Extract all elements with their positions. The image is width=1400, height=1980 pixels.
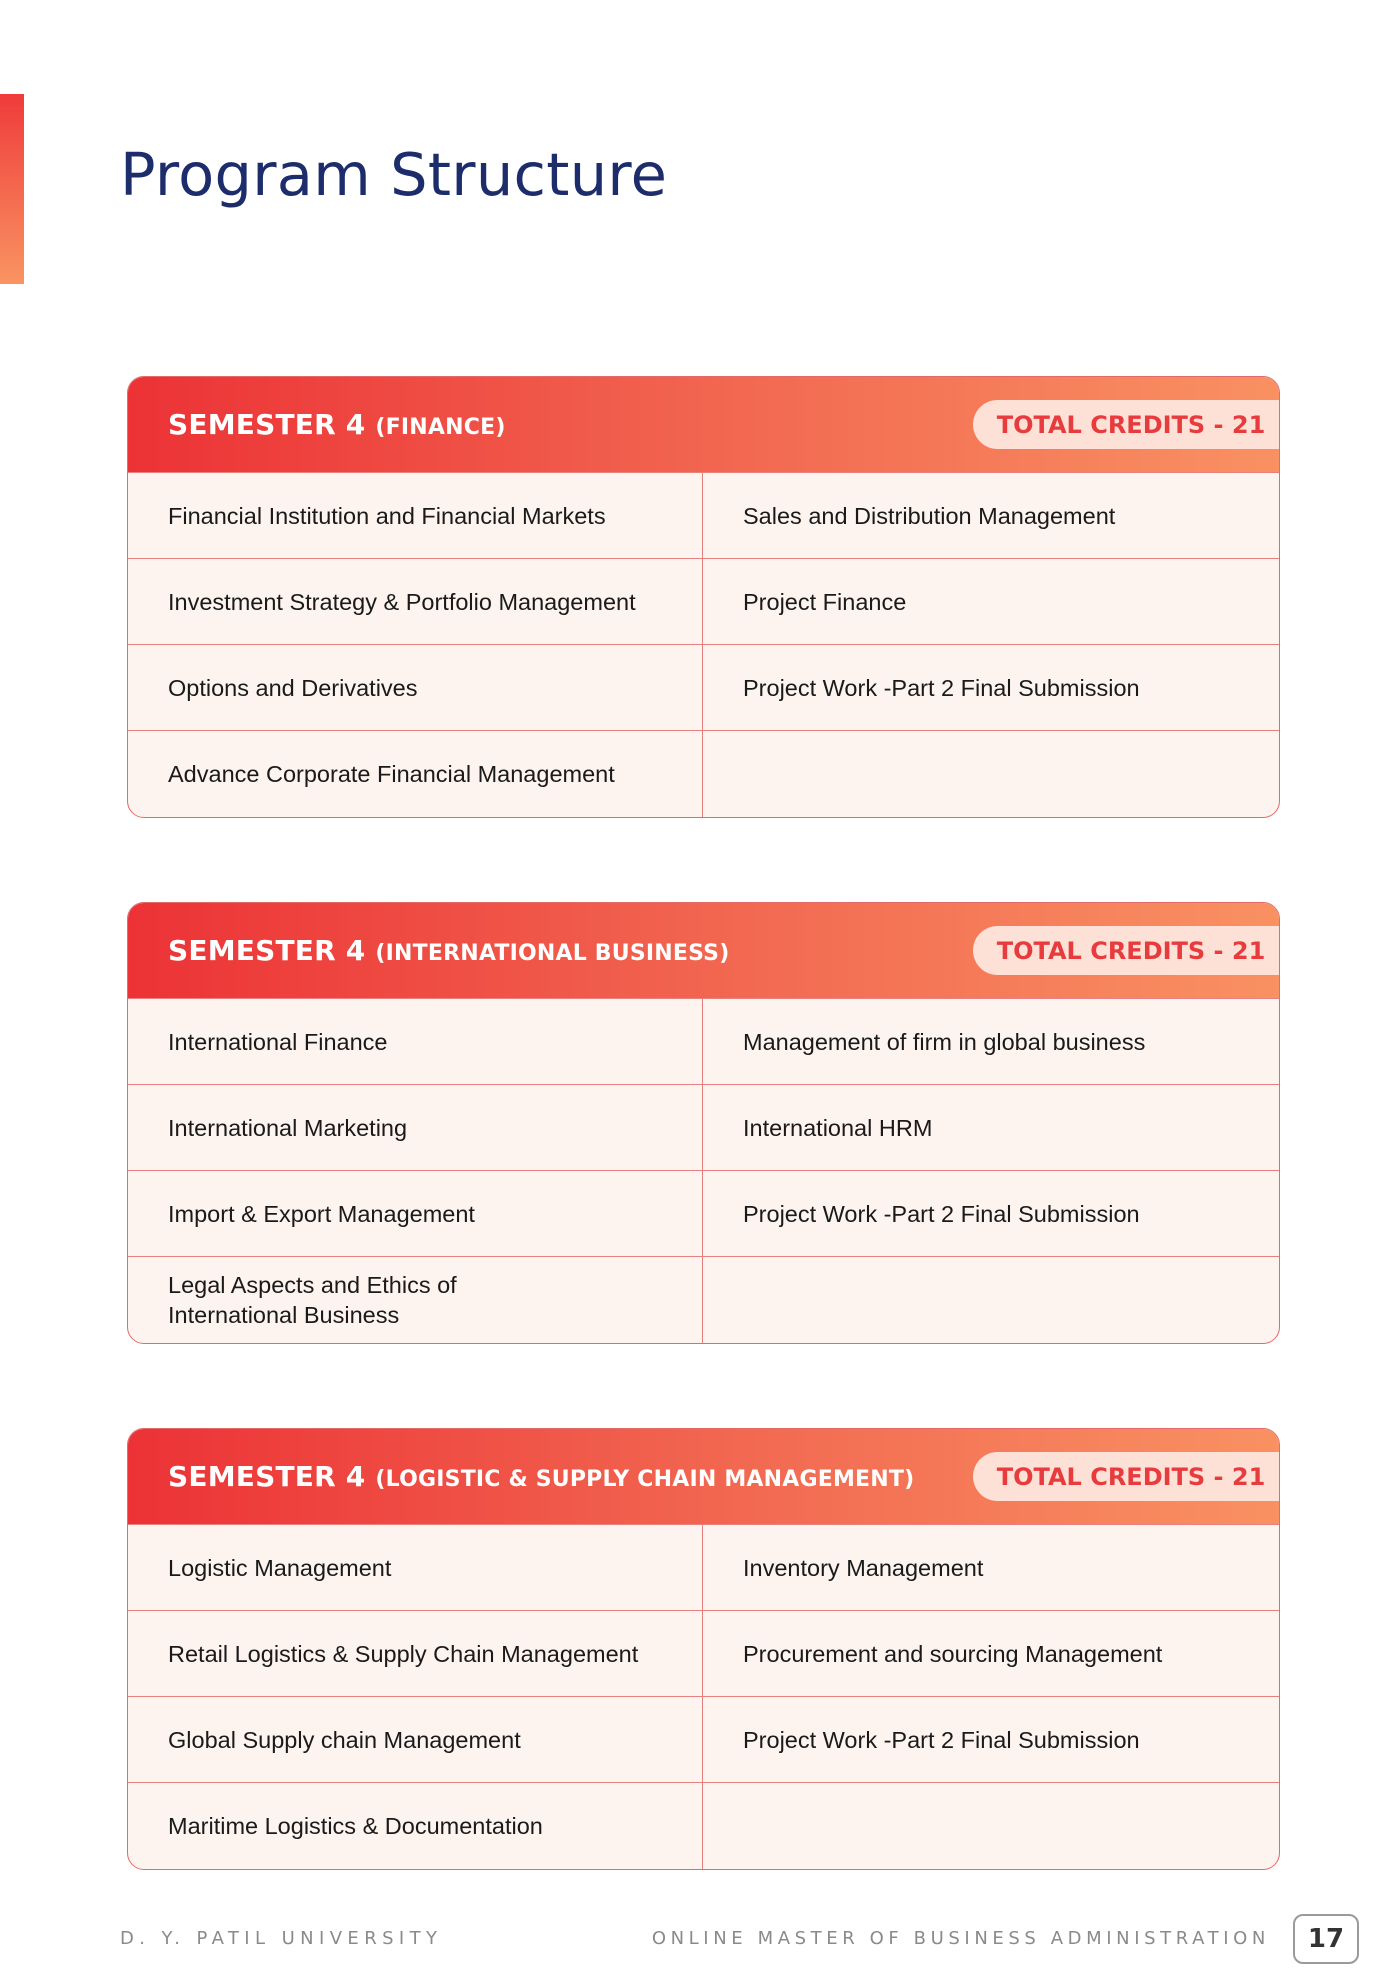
course-cell [703, 730, 1279, 817]
course-cell: Project Work -Part 2 Final Submission [703, 644, 1279, 730]
semester-title [168, 408, 506, 441]
course-cell: Procurement and sourcing Management [703, 1610, 1279, 1696]
course-cell: Options and Derivatives [128, 644, 703, 730]
semester-title [168, 934, 729, 967]
course-cell: Global Supply chain Management [128, 1696, 703, 1782]
semester-finance-table [127, 376, 1280, 818]
footer-program-name: ONLINE MASTER OF BUSINESS ADMINISTRATION [651, 1928, 1270, 1949]
course-cell: International HRM [703, 1084, 1279, 1170]
semester-header [128, 1429, 1279, 1524]
course-cell: Financial Institution and Financial Markets [128, 472, 703, 558]
course-cell: Legal Aspects and Ethics of International Business [128, 1256, 703, 1343]
semester-header [128, 377, 1279, 472]
course-cell: Project Finance [703, 558, 1279, 644]
total-credits-badge: TOTAL CREDITS - 21 [973, 926, 1280, 975]
page-number: 17 [1293, 1914, 1359, 1964]
semester-label: SEMESTER 4 [168, 1460, 366, 1493]
course-cell: Management of firm in global business [703, 998, 1279, 1084]
semester-title [168, 1460, 914, 1493]
course-grid [128, 998, 1279, 1343]
course-cell: Maritime Logistics & Documentation [128, 1782, 703, 1869]
course-cell: Import & Export Management [128, 1170, 703, 1256]
footer-university-name: D. Y. PATIL UNIVERSITY [120, 1928, 443, 1949]
total-credits-badge: TOTAL CREDITS - 21 [973, 1452, 1280, 1501]
course-cell: Logistic Management [128, 1524, 703, 1610]
semester-logistics-table [127, 1428, 1280, 1870]
course-cell: Project Work -Part 2 Final Submission [703, 1170, 1279, 1256]
course-grid [128, 472, 1279, 817]
semester-specialization: (LOGISTIC & SUPPLY CHAIN MANAGEMENT) [375, 1467, 915, 1492]
page-title: Program Structure [120, 140, 668, 209]
accent-bar [0, 94, 24, 284]
course-cell: Retail Logistics & Supply Chain Management [128, 1610, 703, 1696]
semester-international-business-table [127, 902, 1280, 1344]
course-cell: Project Work -Part 2 Final Submission [703, 1696, 1279, 1782]
course-cell [703, 1782, 1279, 1869]
semester-label: SEMESTER 4 [168, 934, 366, 967]
semester-specialization: (INTERNATIONAL BUSINESS) [375, 941, 730, 966]
course-cell [703, 1256, 1279, 1343]
course-cell: Advance Corporate Financial Management [128, 730, 703, 817]
course-cell: Investment Strategy & Portfolio Management [128, 558, 703, 644]
course-grid [128, 1524, 1279, 1869]
semester-specialization: (FINANCE) [375, 415, 506, 440]
course-cell: Sales and Distribution Management [703, 472, 1279, 558]
course-cell: International Finance [128, 998, 703, 1084]
total-credits-badge: TOTAL CREDITS - 21 [973, 400, 1280, 449]
semester-header [128, 903, 1279, 998]
course-cell: Inventory Management [703, 1524, 1279, 1610]
semester-label: SEMESTER 4 [168, 408, 366, 441]
course-cell: International Marketing [128, 1084, 703, 1170]
